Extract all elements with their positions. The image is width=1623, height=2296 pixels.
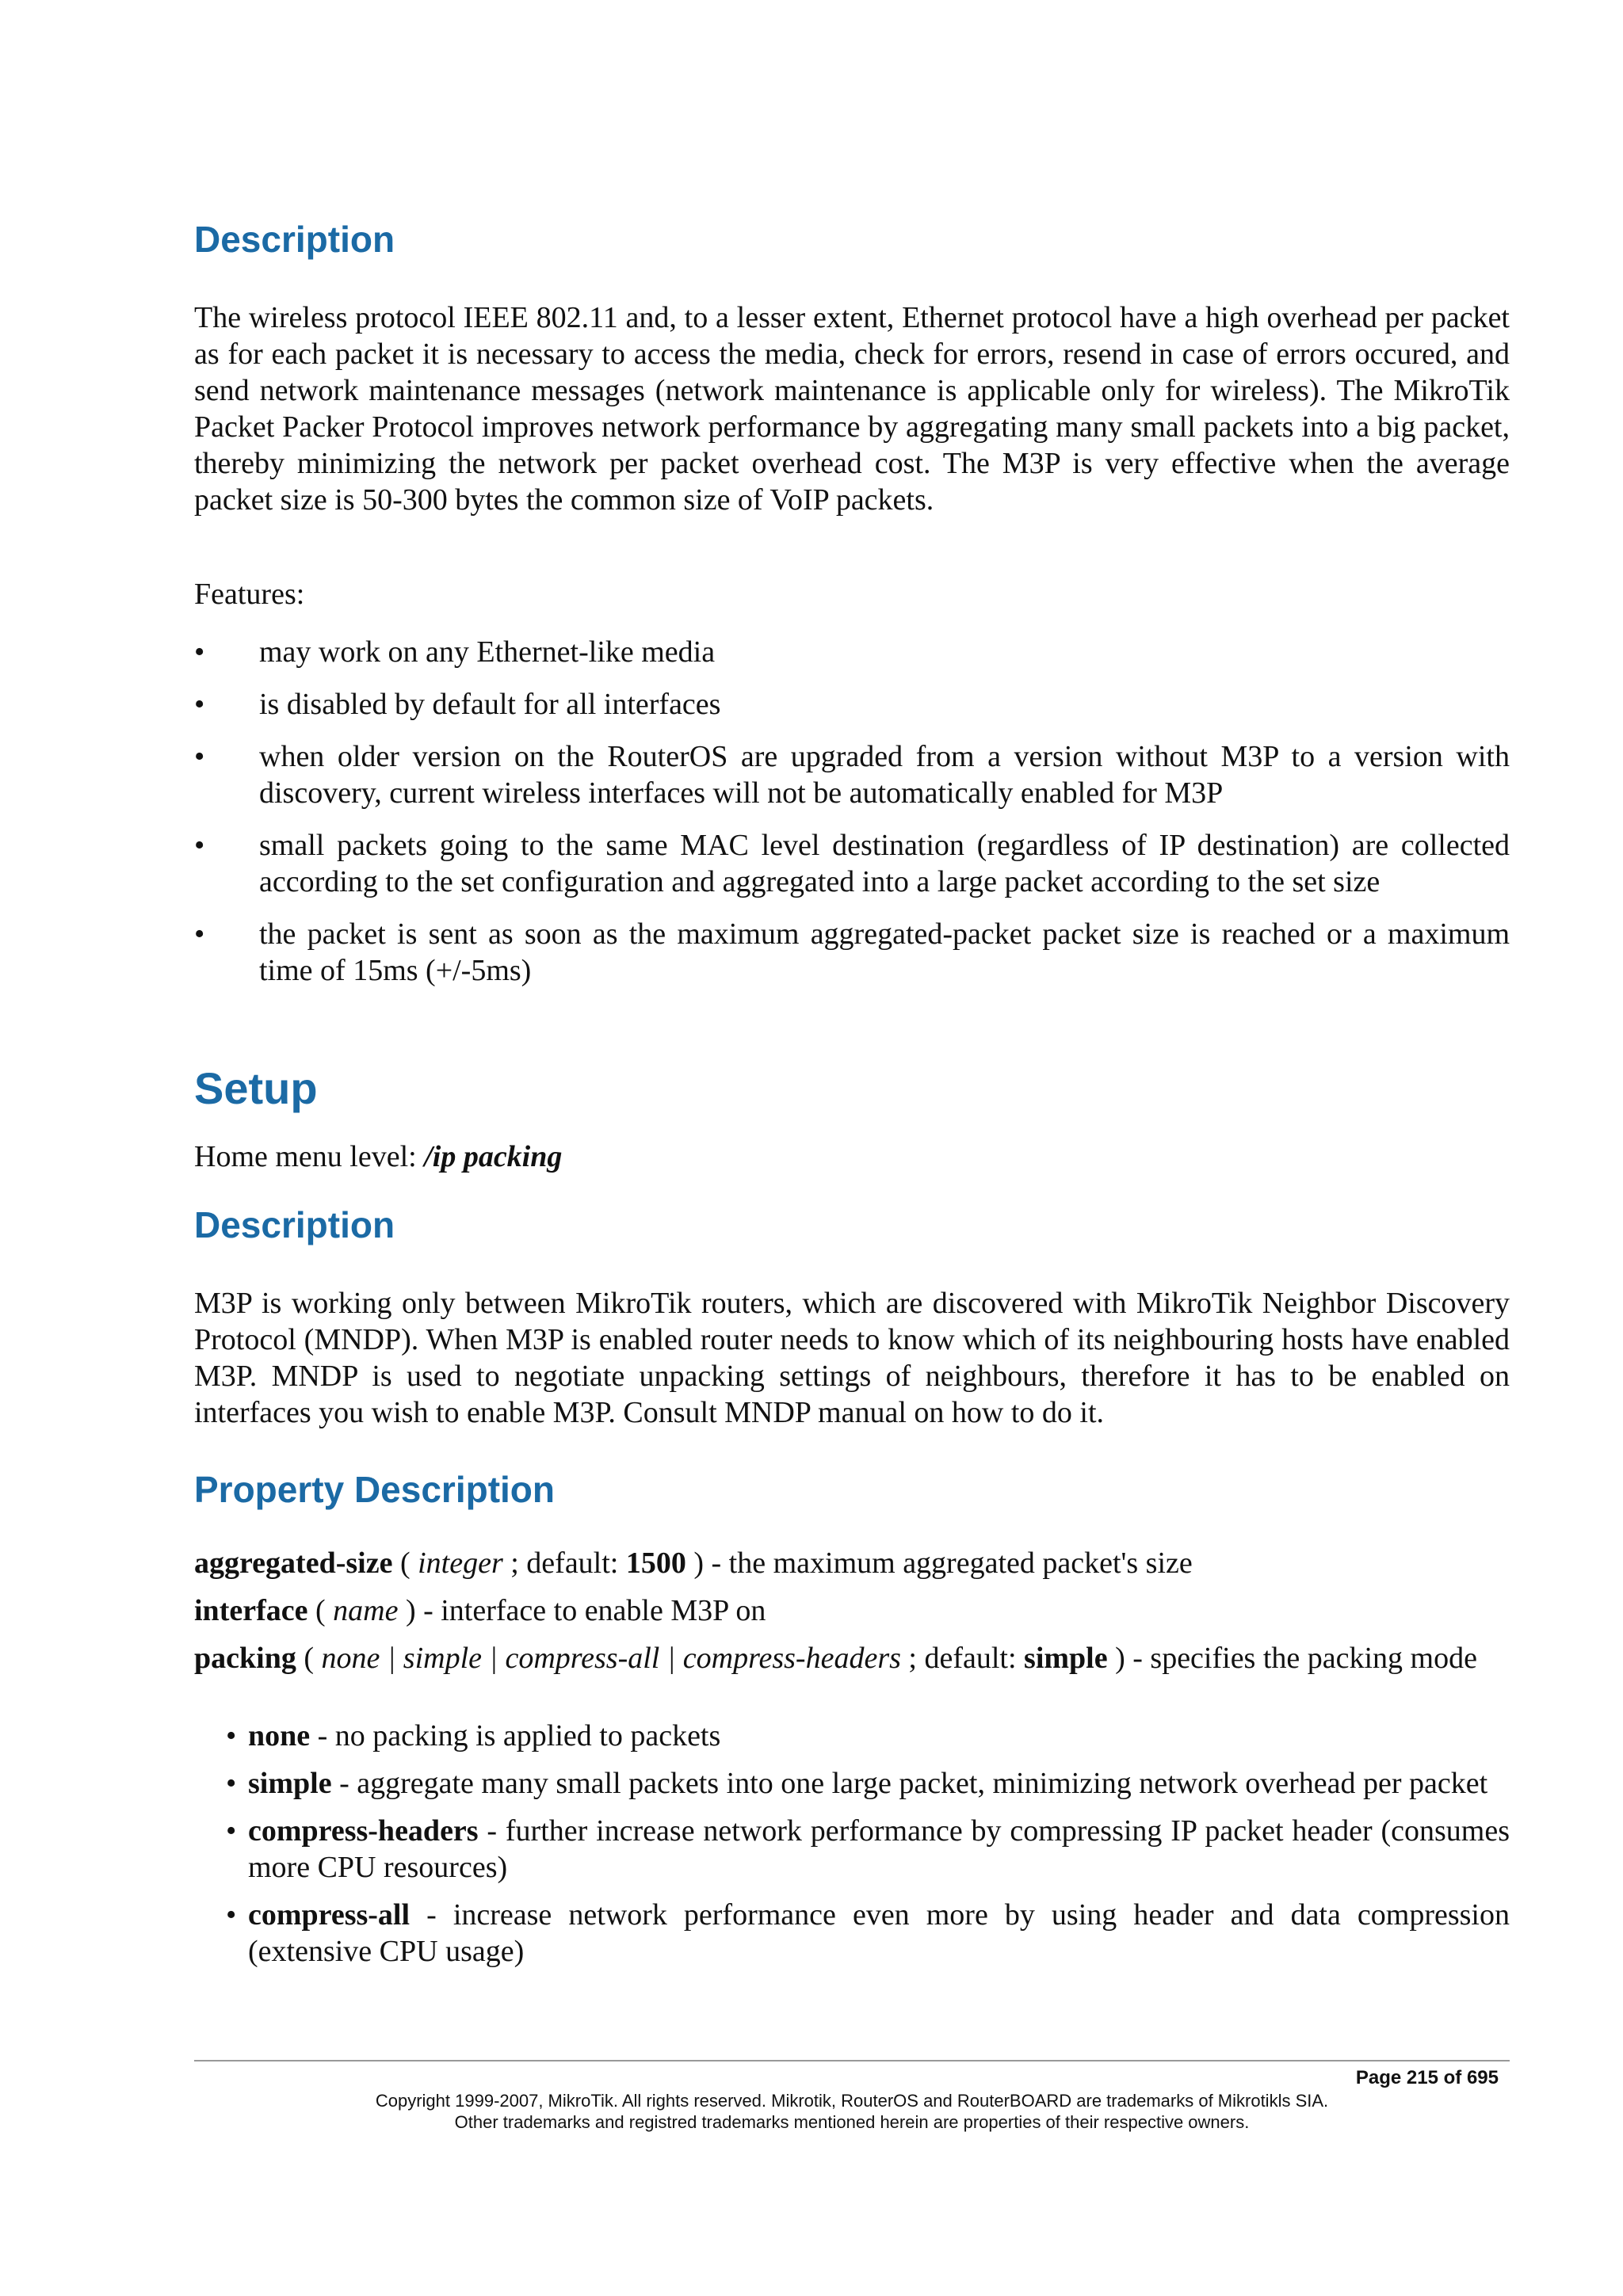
bullet: • [194, 635, 205, 669]
list-item: • compress-all - increase network performance even more by using header and data compression (extensive CPU usage) [226, 1898, 1510, 1968]
list-item: • small packets going to the same MAC level destination (regardless of IP destination) are collected according to the set configuration and aggregated into a large packet according to the set size [194, 829, 1510, 898]
features-list [194, 634, 1510, 1005]
section-heading-property-description: Property Description [194, 1469, 555, 1510]
bullet: • [226, 1898, 237, 1932]
property-packing: packing ( none | simple | compress-all | compress-headers ; default: simple ) - specifies the packing mode [194, 1642, 1477, 1675]
list-item: • compress-headers - further increase network performance by compressing IP packet header (consumes more CPU resources) [226, 1814, 1510, 1884]
copyright-line-1: Copyright 1999-2007, MikroTik. All rights reserved. Mikrotik, RouterOS and RouterBOARD are trademarks of Mikrotikls SIA. [375, 2091, 1329, 2111]
bullet: • [194, 917, 205, 951]
bullet: • [194, 688, 205, 721]
copyright-line-2: Other trademarks and registred trademarks mentioned herein are properties of their respective owners. [454, 2112, 1250, 2132]
property-aggregated-size: aggregated-size ( integer ; default: 1500 ) - the maximum aggregated packet's size [194, 1547, 1193, 1580]
mndp-paragraph: M3P is working only between MikroTik routers, which are discovered with MikroTik Neighbor Discovery Protocol (MNDP). When M3P is enabled router needs to know which of its neighbouring hosts have enabled M3P. MNDP is used to negotiate unpacking settings of neighbours, therefore it has to be enabled on interfaces you wish to enable M3P. Consult MNDP manual on how to do it. [194, 1287, 1510, 1429]
features-label: Features: [194, 578, 305, 611]
footer-divider [194, 2060, 1510, 2061]
menu-label: Home menu level: [194, 1140, 425, 1173]
list-item: • is disabled by default for all interfaces [194, 688, 721, 721]
bullet: • [226, 1814, 237, 1848]
bullet: • [194, 829, 205, 862]
list-item: • may work on any Ethernet-like media [194, 635, 716, 669]
page-footer [194, 2066, 1510, 2133]
bullet: • [226, 1719, 237, 1753]
section-heading-description-2: Description [194, 1204, 395, 1245]
page-number: Page 215 of 695 [1355, 2067, 1499, 2088]
bullet: • [226, 1767, 237, 1800]
property-interface: interface ( name ) - interface to enable M3P on [194, 1594, 766, 1627]
list-item: • simple - aggregate many small packets into one large packet, minimizing network overhead per packet [226, 1767, 1488, 1800]
menu-path: /ip packing [424, 1140, 563, 1173]
bullet: • [194, 740, 205, 773]
section-heading-setup: Setup [194, 1063, 318, 1113]
list-item: • the packet is sent as soon as the maximum aggregated-packet packet size is reached or a maximum time of 15ms (+/-5ms) [194, 917, 1510, 987]
home-menu-level [194, 1138, 562, 1175]
description-paragraph: The wireless protocol IEEE 802.11 and, to a lesser extent, Ethernet protocol have a high overhead per packet as for each packet it is necessary to access the media, check for errors, resend in case of errors occured, and send network maintenance messages (network maintenance is applicable only for wireless). The MikroTik Packet Packer Protocol improves network performance by aggregating many small packets into a big packet, thereby minimizing the network per packet overhead cost. The M3P is very effective when the average packet size is 50-300 bytes the common size of VoIP packets. [194, 301, 1510, 517]
section-heading-description: Description [194, 219, 395, 260]
packing-modes-list [194, 1718, 1510, 1981]
list-item: • when older version on the RouterOS are upgraded from a version without M3P to a version with discovery, current wireless interfaces will not be automatically enabled for M3P [194, 740, 1510, 810]
list-item: • none - no packing is applied to packets [226, 1719, 721, 1753]
